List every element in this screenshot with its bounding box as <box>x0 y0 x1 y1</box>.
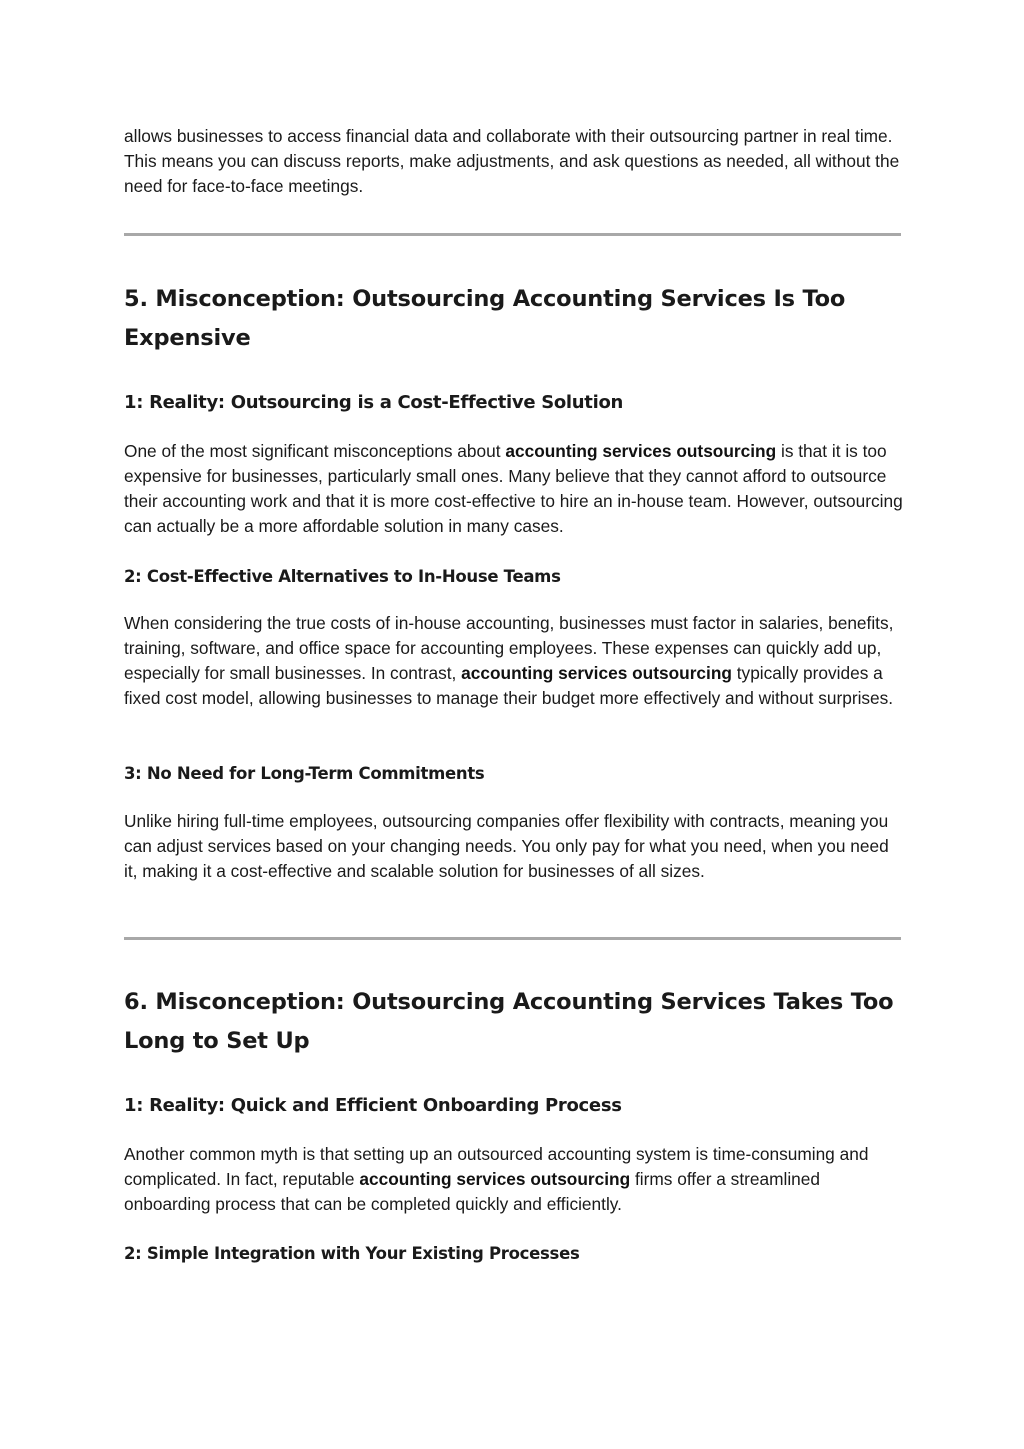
section-divider <box>124 233 901 236</box>
keyword-bold: accounting services outsourcing <box>359 1169 631 1189</box>
section-6-title: 6. Misconception: Outsourcing Accounting Services Takes Too Long to Set Up <box>124 989 894 1054</box>
section-divider <box>124 937 901 940</box>
section-6-sub-1-paragraph: Another common myth is that setting up an outsourced accounting system is time-consuming and complicated. In fact, reputable accounting services outsourcing firms offer a streamlined onboarding process that can be completed quickly and efficiently. <box>124 1144 869 1214</box>
section-6-sub-2-heading: 2: Simple Integration with Your Existing Processes <box>124 1244 580 1263</box>
keyword-bold: accounting services outsourcing <box>505 441 777 461</box>
section-6-sub-1-heading: 1: Reality: Quick and Efficient Onboarding Process <box>124 1095 622 1116</box>
section-5-title: 5. Misconception: Outsourcing Accounting Services Is Too Expensive <box>124 286 846 351</box>
section-5-sub-1-paragraph: One of the most significant misconceptions about accounting services outsourcing is that it is too expensive for businesses, particularly small ones. Many believe that they cannot afford to outsource their accounting work and that it is more cost-effective to hire an in-house team. However, outsourcing can actually be a more affordable solution in many cases. <box>124 441 903 536</box>
section-5-sub-2-heading: 2: Cost-Effective Alternatives to In-House Teams <box>124 567 561 586</box>
section-5-sub-3-paragraph: Unlike hiring full-time employees, outsourcing companies offer flexibility with contracts, meaning you can adjust services based on your changing needs. You only pay for what you need, when you need it, making it a cost-effective and scalable solution for businesses of all sizes. <box>124 811 889 881</box>
section-5-sub-3-heading: 3: No Need for Long-Term Commitments <box>124 764 485 783</box>
keyword-bold: accounting services outsourcing <box>461 663 732 683</box>
section-5-sub-2-paragraph: When considering the true costs of in-house accounting, businesses must factor in salaries, benefits, training, software, and office space for accounting employees. These expenses can quickly add up, especially for small businesses. In contrast, accounting services outsourcing typically provides a fixed cost model, allowing businesses to manage their budget more effectively and without surprises. <box>124 613 894 708</box>
section-5-sub-1-heading: 1: Reality: Outsourcing is a Cost-Effective Solution <box>124 392 624 413</box>
intro-paragraph: allows businesses to access financial data and collaborate with their outsourcing partner in real time. This means you can discuss reports, make adjustments, and ask questions as needed, all without the need for face-to-face meetings. <box>124 126 900 196</box>
